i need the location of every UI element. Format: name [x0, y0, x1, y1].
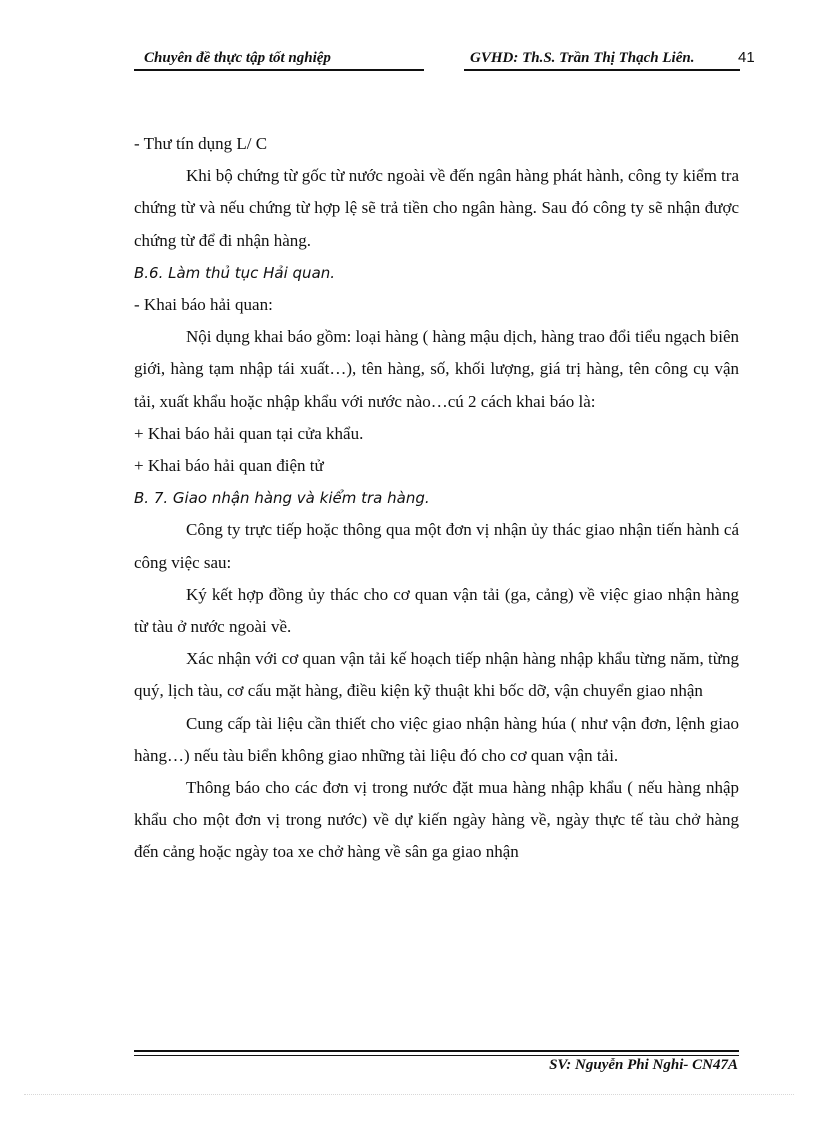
page-header	[134, 46, 754, 72]
header-title: Chuyên đề thực tập tốt nghiệp	[144, 50, 331, 66]
paragraph: Thông báo cho các đơn vị trong nước đặt mua hàng nhập khẩu ( nếu hàng nhập khẩu cho một đơn vị trong nước) về dự kiến ngày hàng về, ngày thực tế tàu chở hàng đến cảng hoặc ngày toa xe chở hàng về sân ga giao nhận	[134, 778, 739, 862]
header-left-underline	[134, 69, 424, 71]
paragraph: Cung cấp tài liệu cần thiết cho việc giao nhận hàng húa ( như vận đơn, lệnh giao hàng…) nếu tàu biển không giao những tài liệu đó cho cơ quan vận tải.	[134, 713, 739, 765]
paragraph: Khi bộ chứng từ gốc từ nước ngoài về đến ngân hàng phát hành, công ty kiểm tra chứng từ và nếu chứng từ hợp lệ sẽ trả tiền cho ngân hàng. Sau đó công ty sẽ nhận được chứng từ để đi nhận hàng.	[134, 166, 739, 250]
footer-rule	[134, 1055, 739, 1056]
paragraph: Nội dụng khai báo gồm: loại hàng ( hàng mậu dịch, hàng trao đổi tiểu ngạch biên giới, hàng tạm nhập tái xuất…), tên hàng, số, khối lượng, giá trị hàng, tên công cụ vận tải, xuất khẩu hoặc nhập khẩu với nước nào…cú 2 cách khai báo là:	[134, 327, 739, 411]
section-heading: B. 7. Giao nhận hàng và kiểm tra hàng.	[134, 489, 430, 508]
header-right-underline	[464, 69, 740, 71]
footer-student: SV: Nguyễn Phi Nghi- CN47A	[549, 1057, 738, 1073]
body-text	[134, 128, 739, 869]
paragraph: - Khai báo hải quan:	[134, 295, 273, 315]
section-heading: B.6. Làm thủ tục Hải quan.	[134, 263, 336, 282]
footer-rule	[134, 1050, 739, 1052]
header-supervisor: GVHD: Th.S. Trần Thị Thạch Liên.	[470, 50, 695, 66]
page-number: 41	[738, 49, 755, 66]
list-item: + Khai báo hải quan tại cửa khẩu.	[134, 423, 364, 443]
list-item: + Khai báo hải quan điện tử	[134, 456, 324, 476]
paragraph: - Thư tín dụng L/ C	[134, 134, 268, 153]
page-bottom-dotted-line	[24, 1094, 794, 1095]
paragraph: Xác nhận với cơ quan vận tải kế hoạch tiếp nhận hàng nhập khẩu từng năm, từng quý, lịch tàu, cơ cấu mặt hàng, điều kiện kỹ thuật khi bốc dỡ, vận chuyển giao nhận	[134, 649, 739, 701]
paragraph: Ký kết hợp đồng ủy thác cho cơ quan vận tải (ga, cảng) về việc giao nhận hàng từ tàu ở nước ngoài về.	[134, 584, 739, 637]
paragraph: Công ty trực tiếp hoặc thông qua một đơn vị nhận ủy thác giao nhận tiến hành cá công việc sau:	[134, 520, 739, 572]
